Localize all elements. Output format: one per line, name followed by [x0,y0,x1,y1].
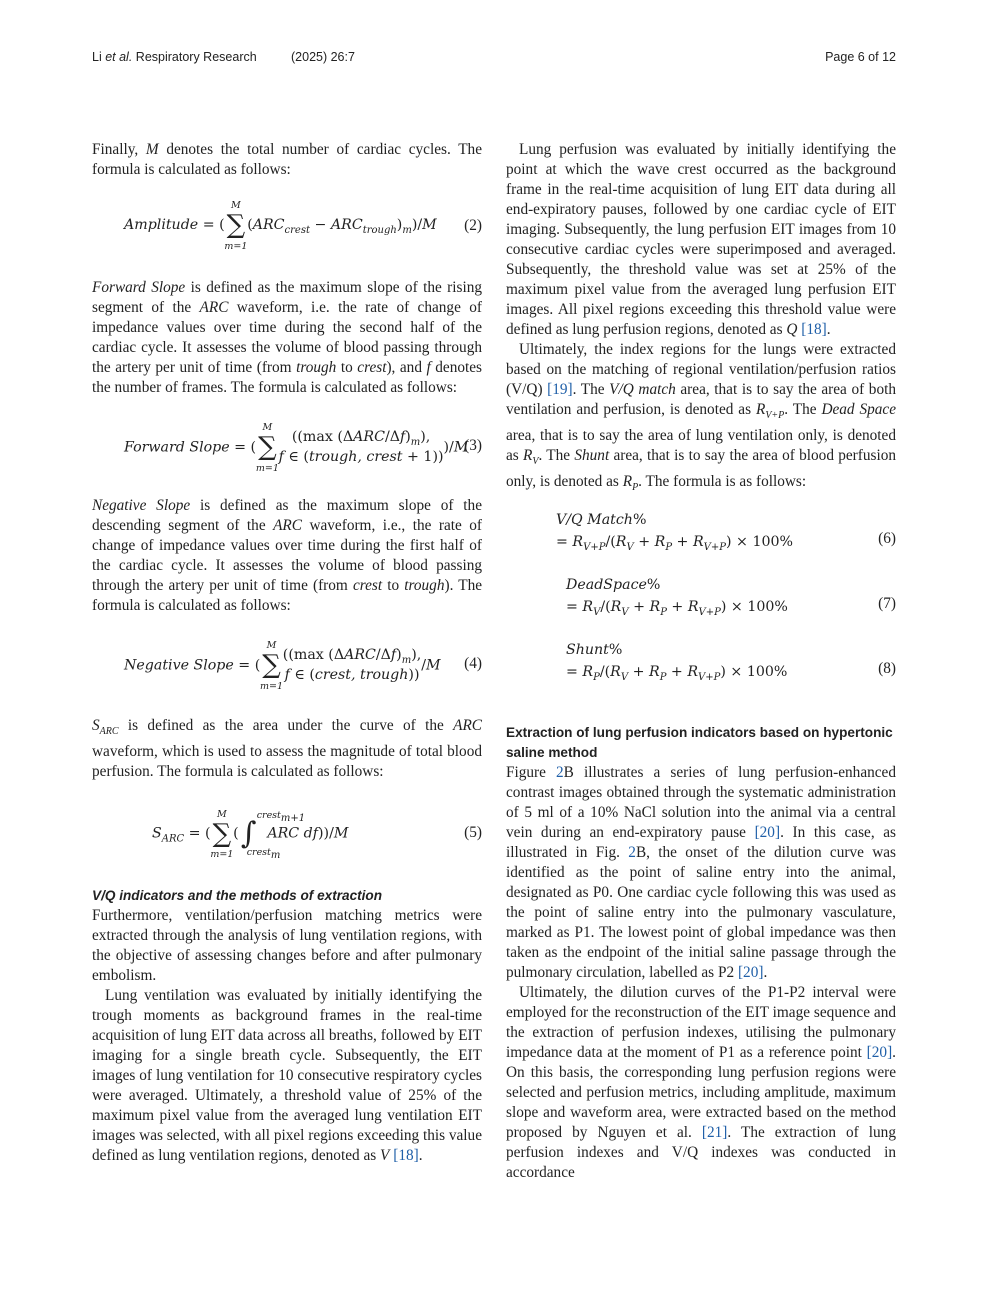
equation-7: DeadSpace% = $R_V/(R_V + R_P + R_{V+P}) \times 100\%$ (7) [566,577,896,618]
year-volume: (2025) 26:7 [291,50,355,64]
equation-number: (6) [878,530,896,548]
equation-number: (3) [464,437,482,454]
citation-link[interactable]: [18] [801,321,827,338]
equation-6: V/Q Match% = $R_{V+P}/(R_V + R_P + R_{V+P}) \times 100\%$ (6) [556,512,896,553]
equation-number: (4) [464,655,482,672]
paragraph-negative-slope: Negative Slope is defined as the maximum slope of the descending segment of the ARC waveform, i.e., the rate of change of impedance values over time during the first half of the cardiac cycle. It assesses the volume of blood passing through the artery per unit of time (from crest to trough). The formula is calculated as follows: [92,497,483,614]
section-heading-vq: V/Q indicators and the methods of extraction [92,888,383,904]
paragraph-dilution-curves: Ultimately, the dilution curves of the P1-P2 interval were employed for the reconstruction of the EIT image sequence and the extraction of perfusion indexes, utilising the pulmonary impedance data at the moment of P1 as a reference point [20]. On this basis, the corresponding lung perfusion regions were selected and perfusion metrics, including amplitude, maximum slope and waveform area, were extracted based on the method proposed by Nguyen et al. [21]. The extraction of lung perfusion indexes and V/Q indexes was conducted in accordance [506,984,896,1182]
paragraph-cardiac-cycles: Finally, M denotes the total number of cardiac cycles. The formula is calculated as follows: [92,141,482,178]
figure-link[interactable]: 2 [628,844,636,862]
equation-number: (5) [464,824,482,842]
paragraph-forward-slope: Forward Slope is defined as the maximum slope of the rising segment of the ARC waveform, i.e. the rate of change of impedance values over time during the second half of the cardiac cycle. It assesses the volume of blood passing through the artery per unit of time (from trough to crest), and f denotes the number of frames. The formula is calculated as follows: [92,279,483,396]
paragraph-sarc: $S_{ARC}$ is defined as the area under the curve of the ARC waveform, which is used to assess the magnitude of total blood perfusion. The formula is calculated as follows: [92,717,482,781]
paragraph-index-regions: Ultimately, the index regions for the lungs were extracted based on the matching of regional ventilation/perfusion ratios (V/Q) [19]. The V/Q match area, that is to say the area of both ventilation and perfusion, is denoted as $R_{V+P}$. The Dead Space area, that is to say the area of lung ventilation only, is denoted as $R_V$. The Shunt area, that is to say the area of blood perfusion only, is denoted as $R_P$. The formula is as follows: [506,341,897,494]
citation-link[interactable]: [20] [866,1044,893,1062]
page-header [92,50,896,70]
citation-link[interactable]: [19] [547,381,573,398]
equation-3: Forward Slope = (∑ M m=1 ((max $(\Delta ARC/\Delta f)_m$), f ∈ (trough, crest + 1)))/M (3) [124,422,482,474]
citation-link[interactable]: [20] [737,964,764,982]
equation-2: Amplitude = (∑ M m=1 $(ARC_{crest} - ARC_{trough})_m)/M$ (2) [124,200,482,252]
equation-5: $S_{ARC}$ = (∑ M m=1 (∫ crest$_{m+1}$ crest$_m$ ARC df))/M (5) [152,808,482,862]
figure-link[interactable]: 2 [556,764,564,782]
equation-number: (8) [878,660,896,678]
paragraph-perfusion: Lung perfusion was evaluated by initially identifying the point at which the wave crest occurred as the background frame in the real-time acquisition of lung EIT data during all end-expiratory pauses, followed by one cardiac cycle of EIT imaging. Subsequently, the lung perfusion EIT images from 10 consecutive cardiac cycles were superimposed and averaged. Subsequently, the threshold value was set at 25% of the maximum pixel value from the averaged lung perfusion EIT images. All pixel regions exceeding this threshold value were defined as lung perfusion regions, denoted as Q [18]. [506,141,896,338]
section-heading-extraction: Extraction of lung perfusion indicators based on hypertonic saline method [506,725,893,761]
citation-link[interactable]: [21] [701,1124,728,1142]
journal-citation: Li et al. Respiratory Research [92,50,257,64]
equation-number: (7) [878,595,896,613]
paragraph-vq-intro: Furthermore, ventilation/perfusion matching metrics were extracted through the analysis of lung ventilation regions, with the objective of assessing changes before and after pulmonary embolism. [92,907,482,985]
citation-link[interactable]: [20] [754,824,781,842]
right-column [506,140,896,1183]
equation-number: (2) [464,217,482,234]
equation-8: Shunt% = $R_P/(R_V + R_P + R_{V+P}) \times 100\%$ (8) [566,642,896,683]
equation-4: Negative Slope = (∑ M m=1 ((max $(\Delta ARC/\Delta f)_m$), f ∈ (crest, trough))/M (4) [124,640,482,692]
paragraph-ventilation: Lung ventilation was evaluated by initially identifying the trough moments as background frames in the real-time acquisition of lung EIT data across all breaths, followed by EIT imaging for a single breath cycle. Subsequently, the EIT images of lung ventilation for 10 consecutive respiratory cycles were averaged. Ultimately, a threshold value of 25% of the maximum pixel value from the averaged lung ventilation EIT images was selected, with all pixel regions exceeding this value defined as lung ventilation regions, denoted as V [18]. [92,987,482,1165]
citation-link[interactable]: [18] [393,1147,419,1165]
left-column [92,140,482,1166]
page-number: Page 6 of 12 [825,50,896,64]
paragraph-figure-2b: Figure 2B illustrates a series of lung perfusion-enhanced contrast images obtained through the systematic administration of 5 ml of a 10% NaCl solution into the animal via a central vein during an end-expiratory pause [20]. In this case, as illustrated in Fig. 2B, the onset of the dilution curve was identified as the point of saline entry into the animal, designated as P0. One cardiac cycle following this was used as the point of saline entry into the pulmonary vasculature, marked as P1. The lowest point of global impedance was then taken as the endpoint of the initial saline passage through the pulmonary circulation, labelled as P2 [20]. [506,764,896,982]
